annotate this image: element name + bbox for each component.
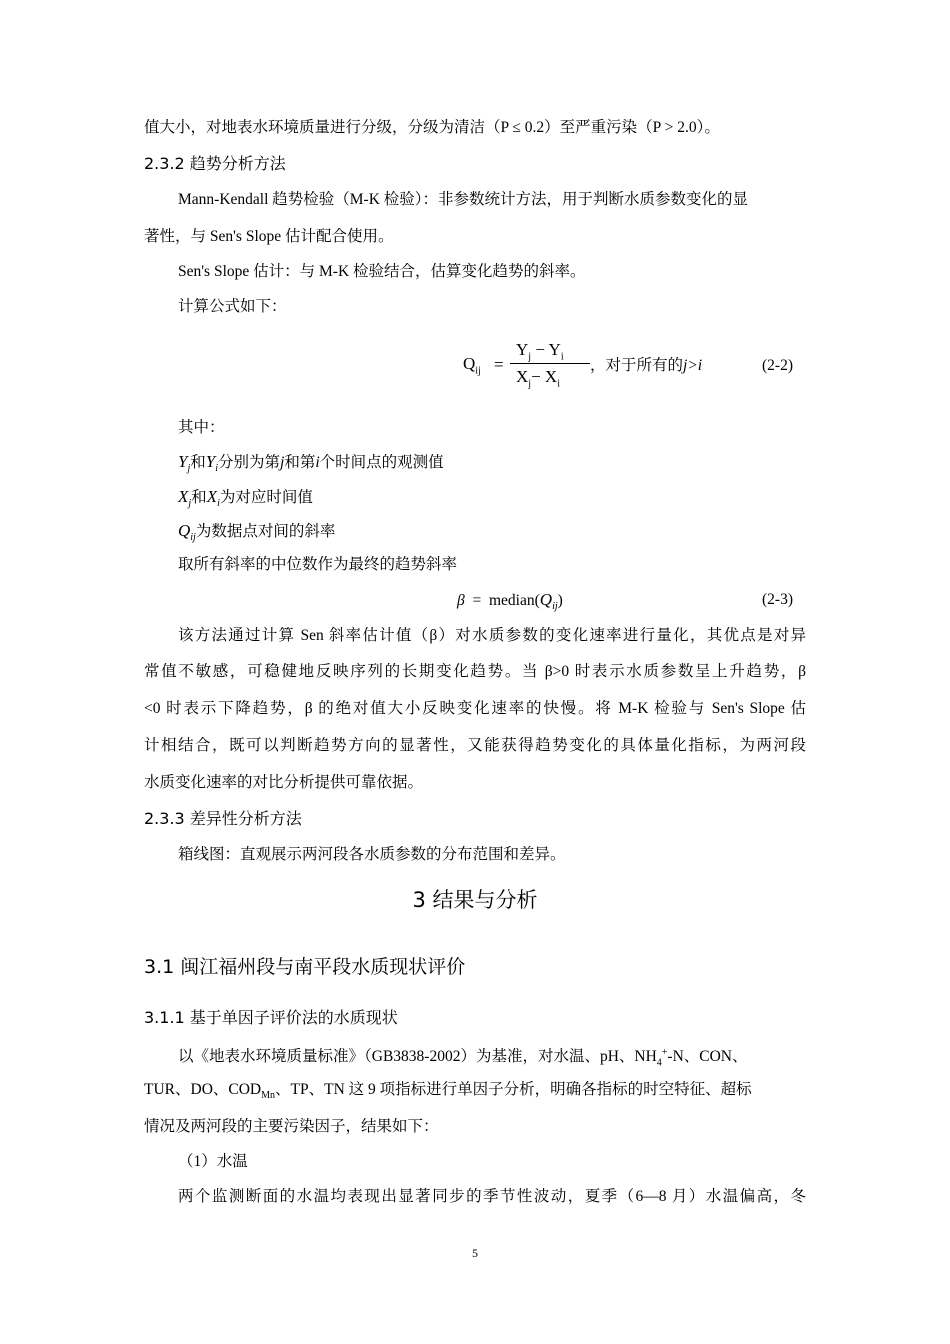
definition-x bbox=[178, 487, 313, 514]
eq-condition-expr: j>i bbox=[683, 357, 703, 374]
heading-2-3-3: 2.3.3 差异性分析方法 bbox=[144, 809, 302, 828]
eq3-beta: β bbox=[457, 592, 465, 609]
p2a-text: 以《地表水环境质量标准》（GB3838-2002）为基准，对水温、pH、NH bbox=[178, 1048, 657, 1066]
paragraph-sen-line-2: 常值不敏感，可稳健地反映序列的长期变化趋势。当 β>0 时表示水质参数呈上升趋势，β bbox=[144, 663, 806, 680]
eq-condition-text: 对于所有的 bbox=[605, 357, 684, 374]
def-observation: 个时间点的观测值 bbox=[319, 454, 444, 471]
paragraph-formula-intro: 计算公式如下： bbox=[178, 298, 287, 315]
def-y-sub-j: j bbox=[187, 463, 191, 475]
list-item-water-temperature: （1）水温 bbox=[178, 1153, 248, 1170]
eq-den-sub-i: i bbox=[557, 378, 560, 390]
paragraph-water-temp: 两个监测断面的水温均表现出显著同步的季节性波动，夏季（6—8 月）水温偏高，冬 bbox=[178, 1188, 806, 1205]
paragraph-standard-line-3: 情况及两河段的主要污染因子，结果如下： bbox=[144, 1118, 439, 1135]
eq-lhs bbox=[463, 354, 481, 376]
eq-num-sub-i: i bbox=[560, 351, 564, 363]
def-x-symbol: X bbox=[178, 487, 189, 506]
equation-2-3 bbox=[457, 590, 563, 617]
eq-den-sub-j: j bbox=[528, 378, 532, 390]
eq-den-x1: X bbox=[516, 367, 529, 386]
eq-equals: = bbox=[494, 355, 504, 374]
eq-comma: ， bbox=[590, 357, 606, 374]
eq-condition bbox=[590, 356, 702, 376]
paragraph-mk-line-2: 著性，与 Sen's Slope 估计配合使用。 bbox=[144, 228, 394, 245]
paragraph-sen-line-5: 水质变化速率的对比分析提供可靠依据。 bbox=[144, 774, 424, 791]
nh4-subscript: 4 bbox=[656, 1057, 662, 1069]
eq3-equals: = bbox=[472, 592, 482, 609]
def-i: i bbox=[315, 454, 320, 471]
equation-number-2-2: (2-2) bbox=[762, 357, 793, 374]
nh4-superscript: + bbox=[661, 1047, 668, 1058]
eq3-q: Q bbox=[539, 590, 553, 609]
eq-num-y1: Y bbox=[516, 340, 529, 359]
def-x2-symbol: X bbox=[206, 487, 218, 506]
def-q-sub: ij bbox=[190, 532, 196, 544]
eq3-median: median( bbox=[488, 592, 540, 609]
eq-q-subscript: ij bbox=[475, 365, 481, 377]
def-x-text: 为对应时间值 bbox=[219, 489, 313, 506]
cod-subscript: Mn bbox=[261, 1090, 276, 1102]
paragraph-sen-line-4: 计相结合，既可以判断趋势方向的显著性，又能获得趋势变化的具体量化指标，为两河段 bbox=[144, 737, 806, 754]
def-q-symbol: Q bbox=[178, 521, 191, 540]
eq-q-symbol: Q bbox=[463, 354, 476, 373]
def-and: 和 bbox=[190, 454, 206, 471]
def-x-sub-i: i bbox=[217, 498, 220, 510]
def-x-and: 和 bbox=[191, 489, 207, 506]
eq-den-minus: − bbox=[531, 367, 541, 386]
eq-num-sub-j: j bbox=[528, 351, 532, 363]
def-j: j bbox=[280, 454, 285, 471]
p2a-text-2: -N、CON、 bbox=[667, 1048, 748, 1066]
paragraph-where: 其中： bbox=[178, 419, 225, 436]
eq3-close: ) bbox=[557, 592, 563, 609]
paragraph-boxplot: 箱线图：直观展示两河段各水质参数的分布范围和差异。 bbox=[178, 846, 566, 863]
eq-num-minus: − bbox=[535, 340, 545, 359]
eq-denominator bbox=[516, 367, 560, 389]
def-respectively: 分别为第 bbox=[218, 454, 281, 471]
equation-number-2-3: (2-3) bbox=[762, 591, 793, 608]
eq-numerator bbox=[516, 340, 564, 362]
paragraph-sen-slope: Sen's Slope 估计：与 M-K 检验结合，估算变化趋势的斜率。 bbox=[178, 263, 586, 280]
paragraph-sen-line-3: <0 时表示下降趋势，β 的绝对值大小反映变化速率的快慢。将 M-K 检验与 Sen's Slope 估 bbox=[144, 700, 806, 717]
p2b-text: TUR、DO、COD bbox=[144, 1081, 262, 1098]
eq-num-y2: Y bbox=[548, 340, 561, 359]
eq3-q-sub: ij bbox=[552, 601, 558, 613]
paragraph-mk-line-1: Mann-Kendall 趋势检验（M-K 检验）：非参数统计方法，用于判断水质参数变化的显 bbox=[178, 191, 749, 208]
heading-3-1-1: 3.1.1 基于单因子评价法的水质现状 bbox=[144, 1008, 398, 1027]
heading-chapter-3: 3 结果与分析 bbox=[412, 888, 538, 912]
p2b-text-2: 、TP、TN 这 9 项指标进行单因子分析，明确各指标的时空特征、超标 bbox=[275, 1081, 752, 1098]
paragraph-standard-line-1 bbox=[178, 1043, 748, 1073]
paragraph-standard-line-2 bbox=[144, 1080, 752, 1106]
def-q-text: 为数据点对间的斜率 bbox=[195, 523, 336, 540]
eq-den-x2: X bbox=[544, 367, 558, 386]
fraction-bar bbox=[510, 363, 590, 364]
def-y-sub-i: i bbox=[215, 463, 219, 475]
paragraph-line-classification: 值大小，对地表水环境质量进行分级，分级为清洁（P ≤ 0.2）至严重污染（P > 2.0）。 bbox=[144, 119, 720, 136]
def-x-sub-j: j bbox=[188, 498, 192, 510]
page-number: 5 bbox=[472, 1246, 478, 1260]
heading-2-3-2: 2.3.2 趋势分析方法 bbox=[144, 154, 286, 173]
def-y-symbol: Y bbox=[178, 452, 188, 471]
definition-q bbox=[178, 521, 335, 548]
paragraph-median: 取所有斜率的中位数作为最终的趋势斜率 bbox=[178, 556, 458, 573]
heading-3-1: 3.1 闽江福州段与南平段水质现状评价 bbox=[144, 956, 466, 978]
def-and-nth: 和第 bbox=[284, 454, 316, 471]
paragraph-sen-line-1: 该方法通过计算 Sen 斜率估计值（β）对水质参数的变化速率进行量化，其优点是对异 bbox=[178, 627, 806, 644]
def-y2-symbol: Y bbox=[205, 452, 216, 471]
definition-y bbox=[178, 452, 444, 479]
